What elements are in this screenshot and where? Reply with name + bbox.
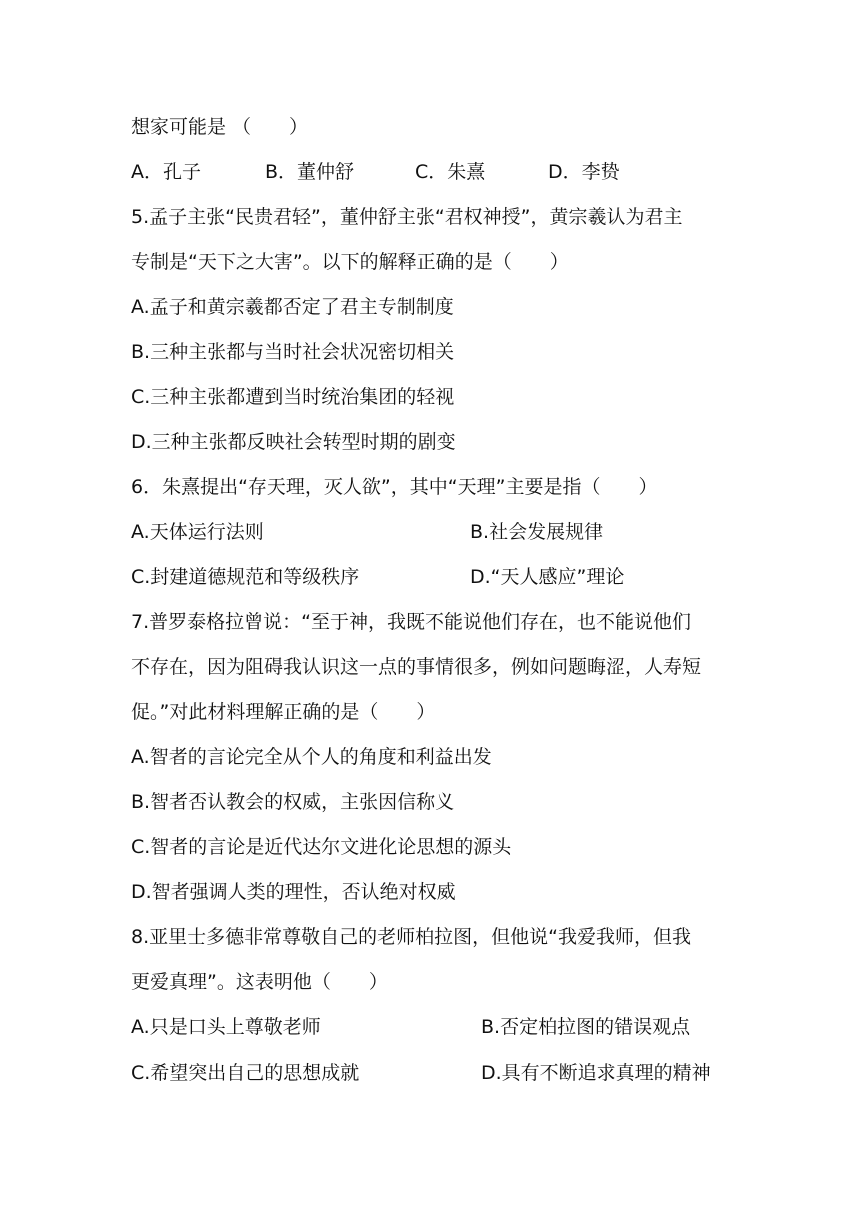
q8-option-a: A.只是口头上尊敬老师 bbox=[131, 1016, 321, 1038]
q5-option-b: B.三种主张都与当时社会状况密切相关 bbox=[131, 341, 455, 363]
q7-stem-line-1: 7.普罗泰格拉曾说：“至于神，我既不能说他们存在，也不能说他们 bbox=[131, 611, 691, 633]
q8-stem-line-2: 更爱真理”。这表明他（ ） bbox=[131, 971, 388, 993]
q7-option-d: D.智者强调人类的理性，否认绝对权威 bbox=[131, 881, 456, 903]
q5-stem-line-2: 专制是“天下之大害”。以下的解释正确的是（ ） bbox=[131, 251, 569, 273]
q4-stem-tail: 想家可能是 （ ） bbox=[131, 116, 309, 138]
q8-stem-line-1: 8.亚里士多德非常尊敬自己的老师柏拉图，但他说“我爱我师，但我 bbox=[131, 926, 691, 948]
q5-option-d: D.三种主张都反映社会转型时期的剧变 bbox=[131, 431, 456, 453]
q6-option-d: D.“天人感应”理论 bbox=[470, 566, 625, 588]
q6-option-b: B.社会发展规律 bbox=[470, 521, 604, 543]
q4-option-b: B．董仲舒 bbox=[265, 161, 355, 183]
q6-option-a: A.天体运行法则 bbox=[131, 521, 264, 543]
q5-stem-line-1: 5.孟子主张“民贵君轻”，董仲舒主张“君权神授”，黄宗羲认为君主 bbox=[131, 206, 683, 228]
q7-option-b: B.智者否认教会的权威，主张因信称义 bbox=[131, 791, 455, 813]
q4-option-a: A．孔子 bbox=[131, 161, 201, 183]
q6-stem: 6．朱熹提出“存天理，灭人欲”，其中“天理”主要是指（ ） bbox=[131, 476, 658, 498]
q5-option-a: A.孟子和黄宗羲都否定了君主专制制度 bbox=[131, 296, 454, 318]
q7-option-a: A.智者的言论完全从个人的角度和利益出发 bbox=[131, 746, 492, 768]
q7-option-c: C.智者的言论是近代达尔文进化论思想的源头 bbox=[131, 836, 512, 858]
q4-option-d: D．李贽 bbox=[548, 161, 620, 183]
q4-option-c: C．朱熹 bbox=[415, 161, 486, 183]
q6-option-c: C.封建道德规范和等级秩序 bbox=[131, 566, 360, 588]
q7-stem-line-3: 促。”对此材料理解正确的是（ ） bbox=[131, 701, 436, 723]
q7-stem-line-2: 不存在，因为阻碍我认识这一点的事情很多，例如问题晦涩，人寿短 bbox=[131, 656, 702, 678]
q8-option-c: C.希望突出自己的思想成就 bbox=[131, 1062, 360, 1084]
q8-option-d: D.具有不断追求真理的精神 bbox=[481, 1062, 711, 1084]
q8-option-b: B.否定柏拉图的错误观点 bbox=[481, 1016, 691, 1038]
q5-option-c: C.三种主张都遭到当时统治集团的轻视 bbox=[131, 386, 455, 408]
